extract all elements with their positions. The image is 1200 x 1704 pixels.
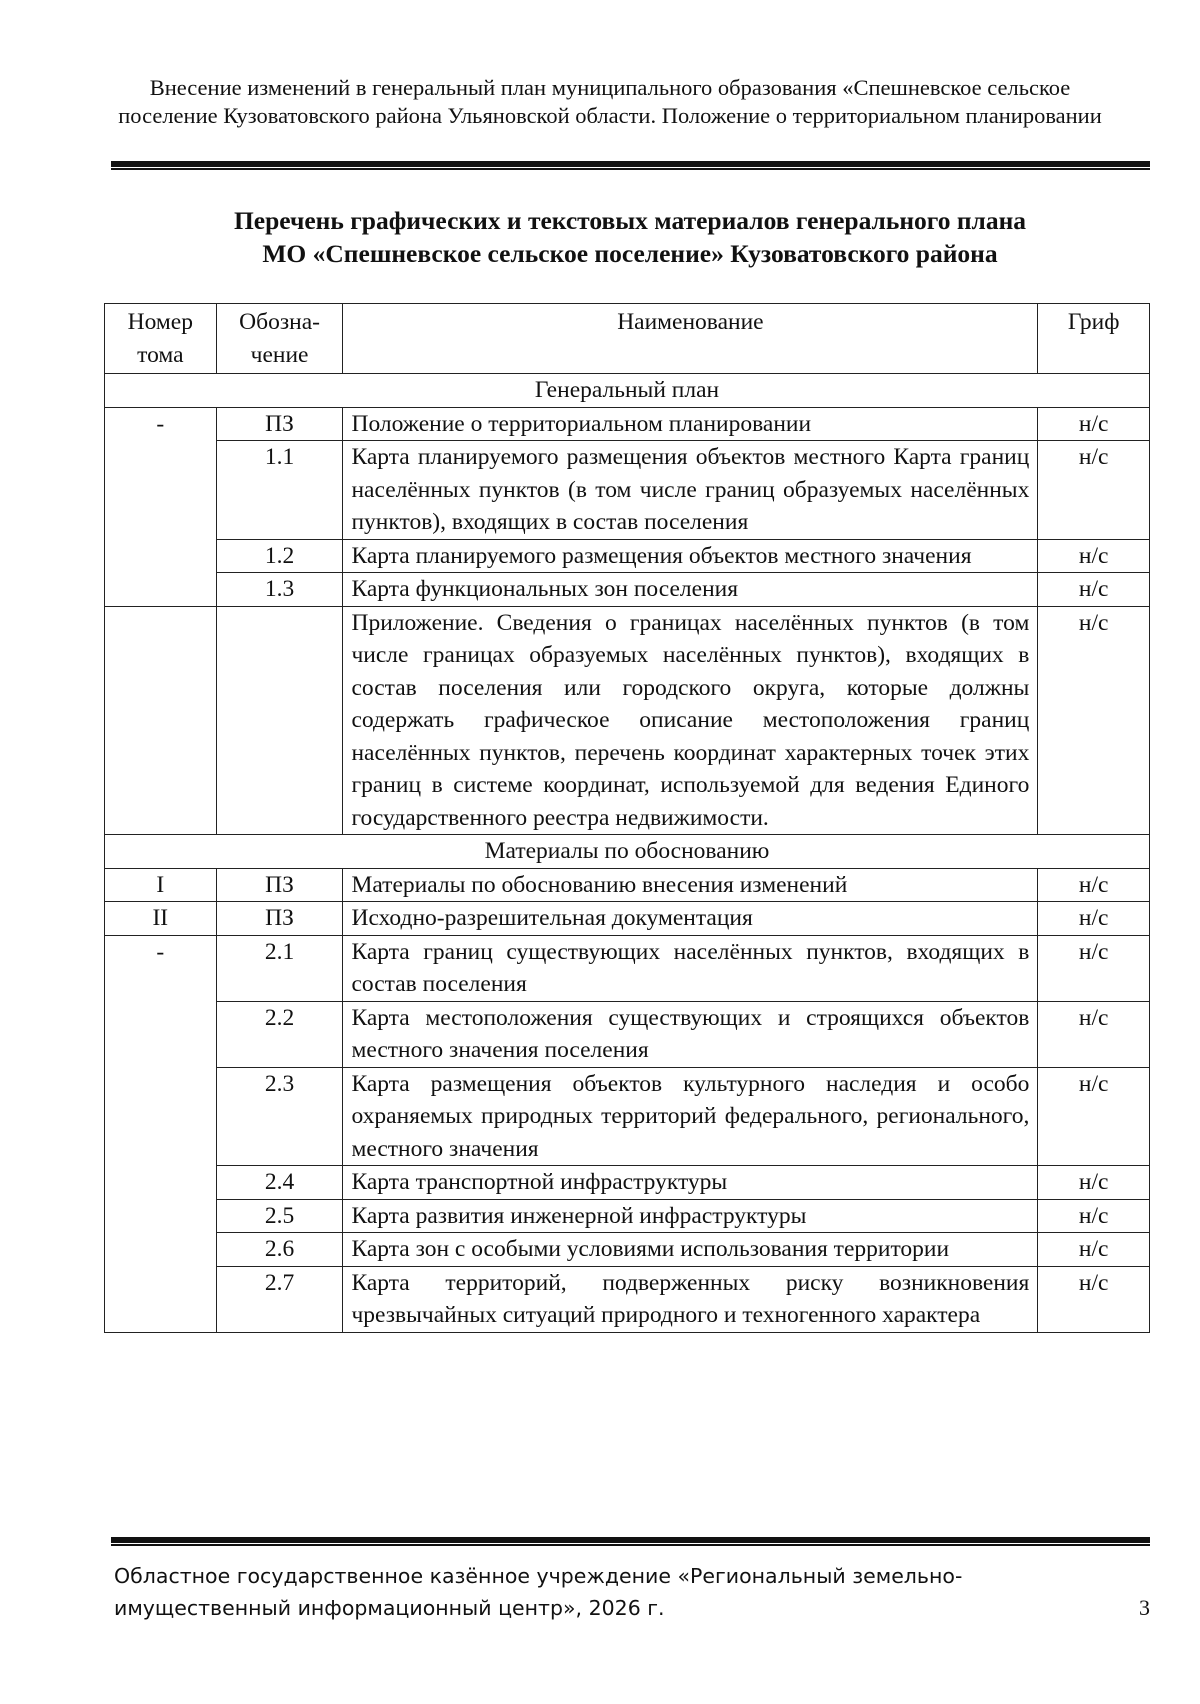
name-cell: Приложение. Сведения о границах населённых пунктов (в том числе границах образуемых населённых пунктов), входящих в состав поселения или городского округа, которые должны содержать графическое описание местоположения границ населённых пунктов, перечень координат характерных точек этих границ в системе координат, используемой для ведения Единого государственного реестра недвижимости. (343, 606, 1038, 835)
table-row (105, 1001, 1150, 1067)
designation-cell: 2.3 (216, 1067, 343, 1166)
classification-cell: н/с (1038, 407, 1150, 441)
document-title (110, 204, 1150, 270)
volume-cell (105, 1067, 217, 1166)
classification-cell: н/с (1038, 1067, 1150, 1166)
header-divider (111, 161, 1150, 167)
name-cell: Карта зон с особыми условиями использования территории (343, 1233, 1038, 1267)
name-cell: Карта местоположения существующих и строящихся объектов местного значения поселения (343, 1001, 1038, 1067)
designation-cell: 2.7 (216, 1266, 343, 1332)
table-row (105, 902, 1150, 936)
designation-cell: 1.3 (216, 573, 343, 607)
classification-cell: н/с (1038, 935, 1150, 1001)
table-row (105, 935, 1150, 1001)
classification-cell: н/с (1038, 1166, 1150, 1200)
table-row (105, 539, 1150, 573)
name-cell: Карта планируемого размещения объектов местного Карта границ населённых пунктов (в том числе границ образуемых населённых пунктов), входящих в состав поселения (343, 441, 1038, 540)
designation-cell: 2.6 (216, 1233, 343, 1267)
volume-cell (105, 606, 217, 835)
table-row (105, 441, 1150, 540)
classification-cell: н/с (1038, 573, 1150, 607)
classification-cell: н/с (1038, 539, 1150, 573)
materials-table (104, 303, 1150, 1333)
name-cell: Карта развития инженерной инфраструктуры (343, 1199, 1038, 1233)
running-header: Внесение изменений в генеральный план муниципального образования «Спешневское сельское поселение Кузоватовского района Ульяновской области. Положение о территориальном планировании (118, 75, 1102, 128)
volume-cell: - (105, 935, 217, 1001)
designation-cell: 1.2 (216, 539, 343, 573)
volume-cell (105, 539, 217, 573)
table-row (105, 407, 1150, 441)
volume-cell (105, 573, 217, 607)
classification-cell: н/с (1038, 1266, 1150, 1332)
volume-cell (105, 1166, 217, 1200)
table-row (105, 1233, 1150, 1267)
classification-cell: н/с (1038, 606, 1150, 835)
table-row (105, 1166, 1150, 1200)
name-cell: Положение о территориальном планировании (343, 407, 1038, 441)
footer-divider-thin (111, 1544, 1150, 1546)
title-line-1: Перечень графических и текстовых материалов генерального плана (233, 206, 1027, 235)
designation-cell: 2.5 (216, 1199, 343, 1233)
section-title-general-plan: Генеральный план (105, 374, 1150, 408)
designation-cell: 1.1 (216, 441, 343, 540)
designation-cell: ПЗ (216, 868, 343, 902)
section-row (105, 835, 1150, 869)
name-cell: Карта планируемого размещения объектов местного значения (343, 539, 1038, 573)
title-line-2: МО «Спешневское сельское поселение» Кузоватовского района (262, 239, 998, 268)
volume-cell: II (105, 902, 217, 936)
column-header-classification: Гриф (1038, 304, 1150, 374)
footer-divider (111, 1537, 1150, 1543)
page-number: 3 (1139, 1595, 1150, 1620)
footer-organization: Областное государственное казённое учреждение «Региональный земельно-имущественный информационный центр», 2026 г. (114, 1564, 963, 1620)
classification-cell: н/с (1038, 868, 1150, 902)
section-title-justification: Материалы по обоснованию (105, 835, 1150, 869)
table-row (105, 573, 1150, 607)
volume-cell (105, 1266, 217, 1332)
volume-cell (105, 1199, 217, 1233)
column-header-volume: Номер тома (105, 304, 217, 374)
classification-cell: н/с (1038, 1001, 1150, 1067)
column-header-name: Наименование (343, 304, 1038, 374)
designation-cell: 2.4 (216, 1166, 343, 1200)
designation-cell: 2.2 (216, 1001, 343, 1067)
designation-cell: ПЗ (216, 902, 343, 936)
name-cell: Карта территорий, подверженных риску возникновения чрезвычайных ситуаций природного и техногенного характера (343, 1266, 1038, 1332)
classification-cell: н/с (1038, 1199, 1150, 1233)
name-cell: Карта размещения объектов культурного наследия и особо охраняемых природных территорий федерального, регионального, местного значения (343, 1067, 1038, 1166)
volume-cell: - (105, 407, 217, 441)
table-row (105, 606, 1150, 835)
name-cell: Карта функциональных зон поселения (343, 573, 1038, 607)
name-cell: Материалы по обоснованию внесения изменений (343, 868, 1038, 902)
name-cell: Карта границ существующих населённых пунктов, входящих в состав поселения (343, 935, 1038, 1001)
table-row (105, 1067, 1150, 1166)
classification-cell: н/с (1038, 1233, 1150, 1267)
designation-cell: 2.1 (216, 935, 343, 1001)
table-header-row (105, 304, 1150, 374)
classification-cell: н/с (1038, 902, 1150, 936)
table-row (105, 868, 1150, 902)
classification-cell: н/с (1038, 441, 1150, 540)
volume-cell: I (105, 868, 217, 902)
table-row (105, 1266, 1150, 1332)
volume-cell (105, 441, 217, 540)
volume-cell (105, 1233, 217, 1267)
column-header-designation: Обозна-чение (216, 304, 343, 374)
designation-cell (216, 606, 343, 835)
name-cell: Карта транспортной инфраструктуры (343, 1166, 1038, 1200)
designation-cell: ПЗ (216, 407, 343, 441)
header-divider-thin (111, 168, 1150, 170)
volume-cell (105, 1001, 217, 1067)
table-row (105, 1199, 1150, 1233)
section-row (105, 374, 1150, 408)
name-cell: Исходно-разрешительная документация (343, 902, 1038, 936)
